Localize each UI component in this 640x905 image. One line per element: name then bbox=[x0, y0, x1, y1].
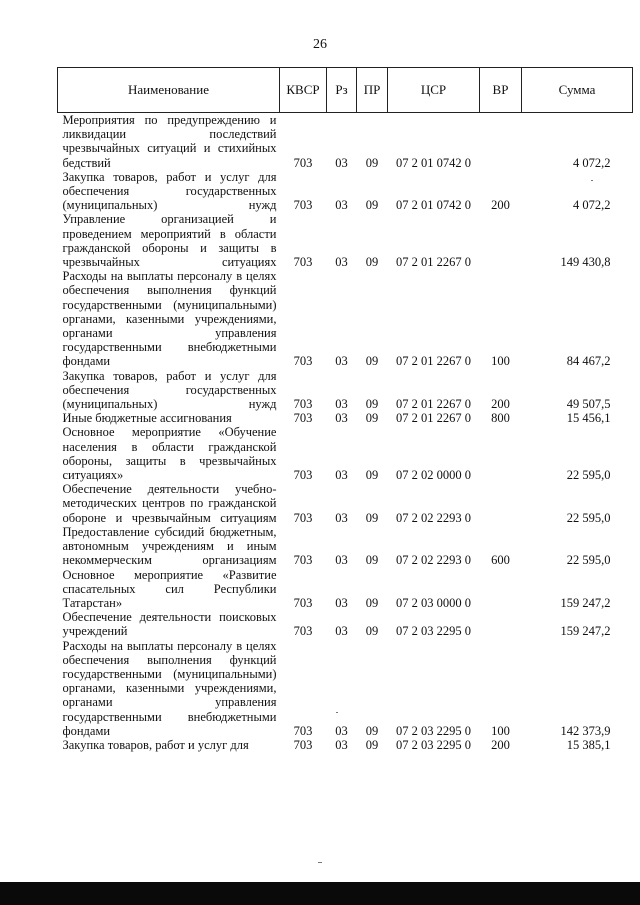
row-name: Мероприятия по предупреждению и ликвидации последствий чрезвычайных ситуаций и стихийных бедствий bbox=[62, 113, 277, 170]
row-vr bbox=[480, 425, 522, 482]
header-pr: ПР bbox=[357, 68, 388, 113]
row-sum: 15 456,1 bbox=[566, 411, 611, 426]
row-vr bbox=[480, 610, 522, 638]
row-rz: 03 bbox=[335, 198, 348, 213]
row-name: Обеспечение деятельности учебно-методических центров по гражданской обороне и чрезвычайным ситуациям bbox=[62, 482, 277, 525]
scan-speck bbox=[336, 712, 338, 713]
row-pr: 09 bbox=[365, 723, 379, 738]
row-rz: 03 bbox=[335, 737, 348, 752]
row-vr bbox=[480, 482, 522, 525]
row-sum: 22 595,0 bbox=[566, 553, 611, 568]
row-csr: 07 2 03 2295 0 bbox=[396, 737, 471, 752]
row-kvsr: 703 bbox=[293, 510, 313, 525]
row-csr: 07 2 01 2267 0 bbox=[396, 255, 471, 270]
row-vr: 200 bbox=[491, 737, 510, 752]
row-kvsr: 703 bbox=[293, 411, 313, 426]
table-row bbox=[58, 369, 633, 412]
row-csr: 07 2 03 0000 0 bbox=[396, 595, 471, 610]
row-vr bbox=[480, 113, 522, 170]
row-sum: 149 430,8 bbox=[560, 255, 611, 270]
row-csr: 07 2 02 2293 0 bbox=[396, 510, 471, 525]
row-pr: 09 bbox=[365, 510, 379, 525]
row-csr: 07 2 03 2295 0 bbox=[396, 624, 471, 639]
table-row bbox=[58, 738, 633, 752]
scan-speck bbox=[591, 180, 593, 181]
row-vr: 800 bbox=[491, 411, 510, 426]
table-row bbox=[58, 568, 633, 611]
row-name: Закупка товаров, работ и услуг для обеспечения государственных (муниципальных) нужд bbox=[62, 169, 277, 213]
row-name: Основное мероприятие «Развитие спасательных сил Республики Татарстан» bbox=[62, 567, 277, 610]
header-rz: Рз bbox=[327, 68, 357, 113]
row-sum: 49 507,5 bbox=[566, 397, 611, 412]
table-row bbox=[58, 170, 633, 213]
row-vr: 100 bbox=[491, 723, 510, 738]
table-row bbox=[58, 411, 633, 425]
row-rz: 03 bbox=[335, 397, 348, 412]
row-csr: 07 2 01 2267 0 bbox=[396, 411, 471, 426]
row-kvsr: 703 bbox=[293, 595, 313, 610]
row-rz: 03 bbox=[335, 553, 348, 568]
row-sum: 22 595,0 bbox=[566, 468, 611, 483]
row-name: Основное мероприятие «Обучение населения в области гражданской обороны, защиты в чрезвычайных ситуациях» bbox=[62, 425, 277, 483]
row-pr: 09 bbox=[365, 198, 379, 213]
row-rz: 03 bbox=[335, 624, 348, 639]
row-sum: 4 072,2 bbox=[573, 155, 611, 170]
row-csr: 07 2 03 2295 0 bbox=[396, 723, 471, 738]
row-rz: 03 bbox=[335, 595, 348, 610]
header-kvsr: КВСР bbox=[280, 68, 327, 113]
row-sum: 15 385,1 bbox=[566, 737, 611, 752]
table-row bbox=[58, 113, 633, 170]
row-sum: 22 595,0 bbox=[566, 510, 611, 525]
row-csr: 07 2 01 2267 0 bbox=[396, 397, 471, 412]
row-rz: 03 bbox=[335, 155, 348, 170]
row-name: Расходы на выплаты персоналу в целях обеспечения выполнения функций государственными (муниципальными) органами, казенными учреждениями, органами управления государственными внебюджетными фондами bbox=[62, 269, 277, 369]
row-name: Управление организацией и проведением мероприятий в области гражданской обороны и защиты в чрезвычайных ситуациях bbox=[62, 212, 277, 270]
row-kvsr: 703 bbox=[293, 737, 313, 752]
row-kvsr: 703 bbox=[293, 255, 313, 270]
table-row bbox=[58, 639, 633, 738]
row-pr: 09 bbox=[365, 155, 379, 170]
row-rz: 03 bbox=[335, 510, 348, 525]
row-kvsr: 703 bbox=[293, 553, 313, 568]
row-vr bbox=[480, 212, 522, 269]
row-kvsr: 703 bbox=[293, 397, 313, 412]
scan-border bbox=[0, 882, 640, 905]
header-csr: ЦСР bbox=[388, 68, 480, 113]
header-sum: Сумма bbox=[522, 68, 633, 113]
row-name: Закупка товаров, работ и услуг для bbox=[62, 737, 249, 752]
table-row bbox=[58, 425, 633, 482]
table-row bbox=[58, 610, 633, 638]
row-pr: 09 bbox=[365, 354, 379, 369]
row-vr: 200 bbox=[491, 397, 510, 412]
row-kvsr: 703 bbox=[293, 723, 313, 738]
row-kvsr: 703 bbox=[293, 354, 313, 369]
row-pr: 09 bbox=[365, 411, 379, 426]
row-kvsr: 703 bbox=[293, 198, 313, 213]
row-vr: 200 bbox=[491, 198, 510, 213]
row-name: Иные бюджетные ассигнования bbox=[62, 411, 232, 426]
page-number: 26 bbox=[313, 37, 327, 52]
row-pr: 09 bbox=[365, 553, 379, 568]
row-pr: 09 bbox=[365, 255, 379, 270]
row-pr: 09 bbox=[365, 595, 379, 610]
row-name: Расходы на выплаты персоналу в целях обеспечения выполнения функций государственными (муниципальными) органами, казенными учреждениями, органами управления государственными внебюджетными фондами bbox=[62, 638, 277, 738]
table-row bbox=[58, 525, 633, 568]
row-pr: 09 bbox=[365, 397, 379, 412]
row-rz: 03 bbox=[335, 411, 348, 426]
header-name: Наименование bbox=[58, 68, 280, 113]
row-sum: 4 072,2 bbox=[573, 198, 611, 213]
row-sum: 142 373,9 bbox=[560, 723, 611, 738]
row-kvsr: 703 bbox=[293, 155, 313, 170]
row-vr: 100 bbox=[491, 354, 510, 369]
row-name: Предоставление субсидий бюджетным, автономным учреждениям и иным некоммерческим организациям bbox=[62, 524, 277, 568]
row-rz: 03 bbox=[335, 255, 348, 270]
row-csr: 07 2 01 2267 0 bbox=[396, 354, 471, 369]
row-sum: 84 467,2 bbox=[566, 354, 611, 369]
row-sum: 159 247,2 bbox=[560, 595, 611, 610]
row-sum: 159 247,2 bbox=[560, 624, 611, 639]
row-kvsr: 703 bbox=[293, 468, 313, 483]
row-name: Закупка товаров, работ и услуг для обеспечения государственных (муниципальных) нужд bbox=[62, 368, 277, 412]
row-pr: 09 bbox=[365, 468, 379, 483]
row-pr: 09 bbox=[365, 737, 379, 752]
row-pr: 09 bbox=[365, 624, 379, 639]
header-vr: ВР bbox=[480, 68, 522, 113]
row-name: Обеспечение деятельности поисковых учреждений bbox=[62, 610, 277, 639]
row-csr: 07 2 01 0742 0 bbox=[396, 198, 471, 213]
row-csr: 07 2 01 0742 0 bbox=[396, 155, 471, 170]
row-kvsr: 703 bbox=[293, 624, 313, 639]
table-header-row bbox=[58, 68, 633, 113]
row-csr: 07 2 02 0000 0 bbox=[396, 468, 471, 483]
row-vr bbox=[480, 568, 522, 611]
table-row bbox=[58, 212, 633, 269]
table-row bbox=[58, 482, 633, 525]
table-row bbox=[58, 269, 633, 368]
row-rz: 03 bbox=[335, 723, 348, 738]
scan-speck bbox=[318, 862, 322, 863]
row-rz: 03 bbox=[335, 468, 348, 483]
row-csr: 07 2 02 2293 0 bbox=[396, 553, 471, 568]
row-vr: 600 bbox=[491, 553, 510, 568]
row-rz: 03 bbox=[335, 354, 348, 369]
budget-table bbox=[57, 67, 633, 752]
